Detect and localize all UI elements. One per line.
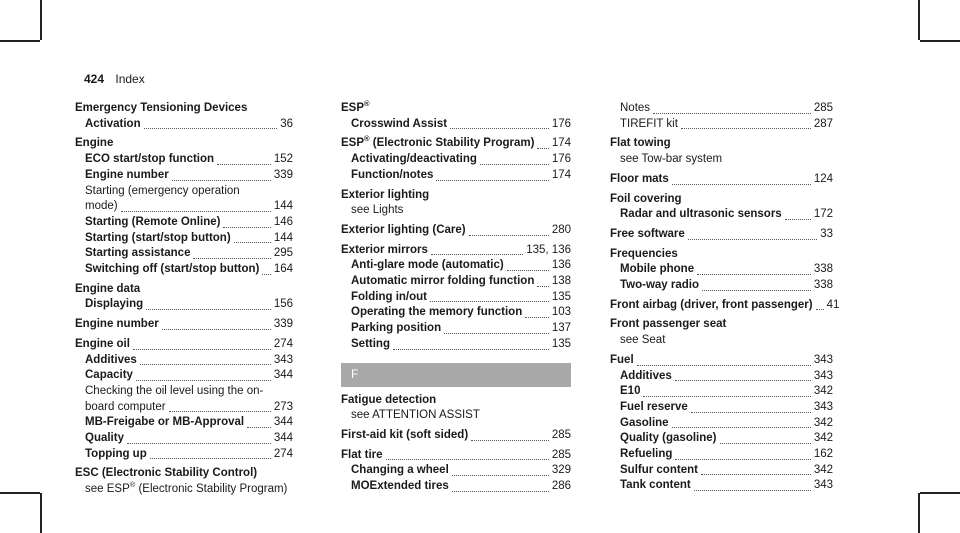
section-title: Index	[115, 72, 145, 86]
index-entry	[341, 136, 571, 183]
entry-title: Foil covering	[610, 192, 682, 205]
index-entry	[75, 136, 293, 277]
entry-title-line[interactable]: Fuel 343	[610, 353, 833, 366]
index-entry	[341, 393, 571, 424]
index-entry	[75, 337, 293, 463]
index-column-2	[341, 101, 571, 495]
sub-entry[interactable]: Engine number 339	[85, 168, 293, 181]
see-reference[interactable]: see Tow-bar system	[620, 153, 723, 166]
entry-title: Frequencies	[610, 247, 678, 260]
entry-title: Engine	[75, 137, 114, 150]
index-column-1	[75, 101, 293, 498]
entry-title: Front passenger seat	[610, 318, 727, 331]
sub-entry[interactable]: Starting assistance 295	[85, 247, 293, 260]
crop-mark	[918, 493, 920, 533]
entry-title: Engine data	[75, 282, 141, 295]
sub-entry[interactable]: Two-way radio 338	[620, 279, 833, 292]
sub-entry[interactable]: TIREFIT kit 287	[620, 117, 833, 130]
sub-entry[interactable]: Crosswind Assist 176	[351, 117, 571, 130]
sub-entry[interactable]: MOExtended tires 286	[351, 480, 571, 493]
sub-entry[interactable]: Refueling 162	[620, 448, 833, 461]
sub-entry[interactable]: Parking position 137	[351, 322, 571, 335]
crop-mark	[920, 40, 960, 42]
entry-title: Emergency Tensioning Devices	[75, 102, 248, 114]
index-column-3	[610, 101, 840, 494]
sub-entry[interactable]: Setting 135	[351, 337, 571, 350]
sub-entry[interactable]: Radar and ultrasonic sensors 172	[620, 208, 833, 221]
sub-entry[interactable]: ECO start/stop function 152	[85, 153, 293, 166]
sub-entry[interactable]: Gasoline 342	[620, 416, 833, 429]
index-entry	[341, 101, 571, 132]
sub-entry[interactable]: Changing a wheel 329	[351, 464, 571, 477]
sub-entry[interactable]: Switching off (start/stop button) 164	[85, 263, 293, 276]
index-entry	[610, 247, 833, 294]
sub-entry-wrapped[interactable]: Checking the oil level using the on- board computer 273	[85, 384, 293, 413]
sub-entry[interactable]: Displaying 156	[85, 298, 293, 311]
sub-entry[interactable]: Sulfur content 342	[620, 463, 833, 476]
sub-entry[interactable]: Starting (Remote Online) 146	[85, 215, 293, 228]
entry-title-line[interactable]: Exterior mirrors 135, 136	[341, 243, 571, 256]
crop-mark	[40, 493, 42, 533]
index-entry	[610, 136, 833, 167]
crop-mark	[0, 492, 40, 494]
sub-entry[interactable]: Additives 343	[85, 353, 293, 366]
sub-entry[interactable]: Activation 36	[85, 117, 293, 130]
letter-heading: F	[341, 363, 571, 387]
entry-title-line[interactable]: ESP® (Electronic Stability Program) 174	[341, 134, 571, 150]
index-entry	[610, 317, 833, 348]
sub-entry[interactable]: Tank content 343	[620, 479, 833, 492]
sub-entry[interactable]: Notes 285	[620, 102, 833, 114]
see-reference[interactable]: see Lights	[351, 204, 404, 217]
index-entry[interactable]: Engine number 339	[75, 318, 293, 331]
entry-title-line[interactable]: Flat tire 285	[341, 448, 571, 461]
index-entry	[341, 448, 571, 495]
sub-entry[interactable]: Anti-glare mode (automatic) 136	[351, 259, 571, 272]
index-entry[interactable]: Floor mats 124	[610, 172, 833, 185]
sub-entry[interactable]: Mobile phone 338	[620, 263, 833, 276]
index-entry	[610, 353, 833, 494]
sub-entry[interactable]: Quality (gasoline) 342	[620, 432, 833, 445]
index-entry[interactable]: Front airbag (driver, front passenger) 41	[610, 298, 840, 311]
index-entry	[75, 282, 293, 313]
sub-entry[interactable]: E10 342	[620, 385, 833, 398]
sub-entry[interactable]: Topping up 274	[85, 447, 293, 460]
crop-mark	[920, 492, 960, 494]
sub-entry-wrapped[interactable]: Starting (emergency operation mode) 144	[85, 184, 293, 213]
entry-title: ESC (Electronic Stability Control)	[75, 467, 258, 480]
index-entry[interactable]: First-aid kit (soft sided) 285	[341, 428, 571, 441]
entry-title: Flat towing	[610, 137, 671, 150]
index-entry-continued	[610, 101, 833, 132]
sub-entry[interactable]: Fuel reserve 343	[620, 400, 833, 413]
index-entry[interactable]: Free software 33	[610, 227, 833, 240]
index-entry	[341, 243, 571, 353]
sub-entry[interactable]: MB-Freigabe or MB-Approval 344	[85, 416, 293, 429]
sub-entry[interactable]: Starting (start/stop button) 144	[85, 231, 293, 244]
see-reference[interactable]: see ATTENTION ASSIST	[351, 409, 480, 422]
index-entry	[341, 188, 571, 219]
entry-title: Exterior lighting	[341, 188, 430, 201]
entry-title: ESP®	[341, 99, 370, 114]
sub-entry[interactable]: Function/notes 174	[351, 168, 571, 181]
index-entry[interactable]: Exterior lighting (Care) 280	[341, 223, 571, 236]
entry-title-line[interactable]: Engine oil 274	[75, 337, 293, 350]
sub-entry[interactable]: Capacity 344	[85, 369, 293, 382]
crop-mark	[918, 0, 920, 40]
index-entry	[610, 192, 833, 223]
index-entry	[75, 101, 293, 132]
crop-mark	[0, 40, 40, 42]
entry-title: Fatigue detection	[341, 393, 437, 406]
index-entry	[75, 466, 293, 497]
sub-entry[interactable]: Operating the memory function 103	[351, 306, 571, 319]
crop-mark	[40, 0, 42, 40]
sub-entry[interactable]: Additives 343	[620, 369, 833, 382]
sub-entry[interactable]: Automatic mirror folding function 138	[351, 275, 571, 288]
sub-entry[interactable]: Activating/deactivating 176	[351, 153, 571, 166]
see-reference[interactable]: see ESP® (Electronic Stability Program)	[85, 480, 288, 496]
sub-entry[interactable]: Quality 344	[85, 432, 293, 445]
see-reference[interactable]: see Seat	[620, 334, 666, 347]
page-number: 424	[84, 72, 105, 86]
page-header	[84, 72, 145, 86]
sub-entry[interactable]: Folding in/out 135	[351, 290, 571, 303]
